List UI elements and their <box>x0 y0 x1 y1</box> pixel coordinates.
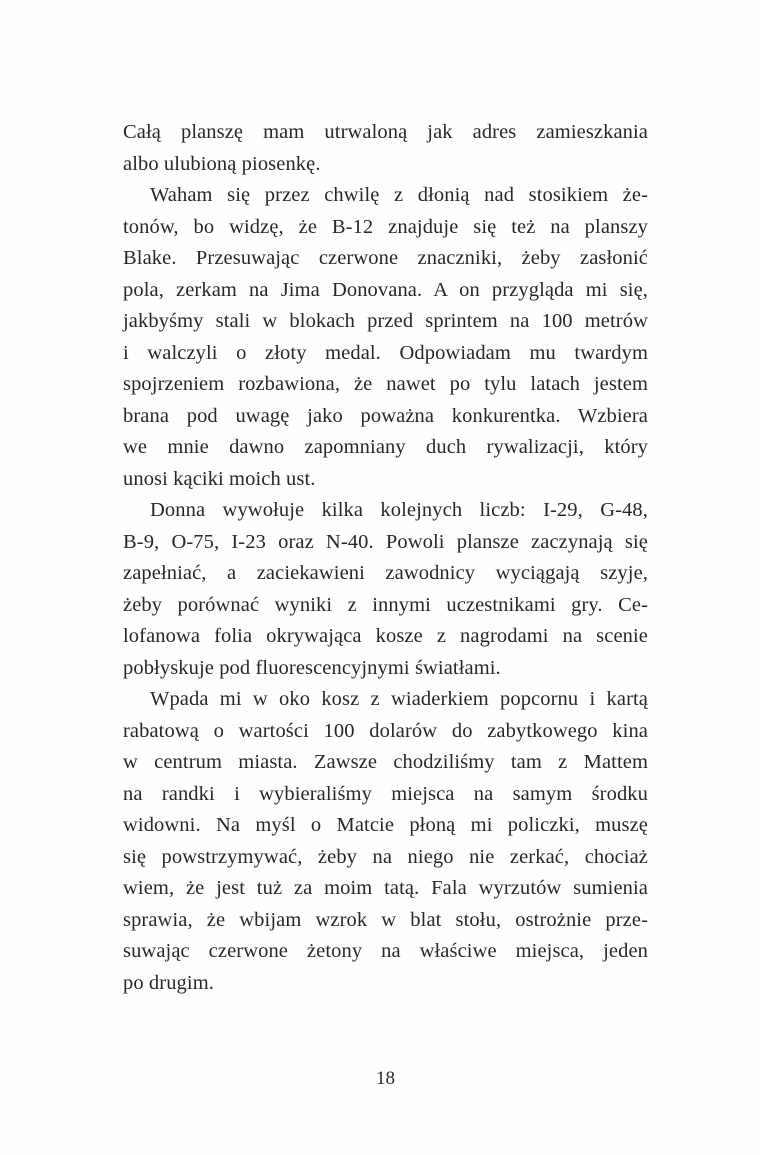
text-line: Donna wywołuje kilka kolejnych liczb: I-29, G-48, <box>150 499 648 521</box>
text-line: pola, zerkam na Jima Donovana. A on przygląda mi się, <box>123 278 648 301</box>
text-line: albo ulubioną piosenkę. <box>123 152 321 175</box>
text-line: żeby porównać wyniki z innymi uczestnikami gry. Ce- <box>123 593 648 616</box>
paragraph <box>123 684 648 999</box>
text-line: unosi kąciki moich ust. <box>123 467 316 490</box>
text-line: Blake. Przesuwając czerwone znaczniki, żeby zasłonić <box>123 247 648 269</box>
paragraph <box>123 180 648 495</box>
text-line: Wpada mi w oko kosz z wiaderkiem popcornu i kartą <box>150 688 648 710</box>
text-line: suwając czerwone żetony na właściwe miejsca, jeden <box>123 940 648 962</box>
paragraph <box>123 495 648 684</box>
text-line: we mnie dawno zapomniany duch rywalizacji, który <box>123 436 648 458</box>
text-line: na randki i wybieraliśmy miejsca na samym środku <box>123 782 648 805</box>
text-line: się powstrzymywać, żeby na niego nie zerkać, chociaż <box>123 845 648 868</box>
page-number: 18 <box>376 1068 395 1089</box>
text-line: jakbyśmy stali w blokach przed sprintem na 100 metrów <box>123 310 648 332</box>
paragraph <box>123 117 648 180</box>
page-text <box>123 117 648 999</box>
text-line: lofanowa folia okrywająca kosze z nagrodami na scenie <box>123 625 648 647</box>
text-line: spojrzeniem rozbawiona, że nawet po tylu latach jestem <box>123 373 648 395</box>
text-line: wiem, że jest tuż za moim tatą. Fala wyrzutów sumienia <box>123 877 648 899</box>
text-line: sprawia, że wbijam wzrok w blat stołu, ostrożnie prze- <box>123 908 648 931</box>
text-line: B-9, O-75, I-23 oraz N-40. Powoli plansze zaczynają się <box>123 530 648 553</box>
text-line: po drugim. <box>123 971 214 994</box>
text-line: w centrum miasta. Zawsze chodziliśmy tam z Mattem <box>123 751 648 773</box>
text-line: rabatową o wartości 100 dolarów do zabytkowego kina <box>123 719 648 742</box>
text-line: widowni. Na myśl o Matcie płoną mi policzki, muszę <box>123 814 648 836</box>
text-line: Waham się przez chwilę z dłonią nad stosikiem że- <box>150 184 648 206</box>
text-line: tonów, bo widzę, że B-12 znajduje się też na planszy <box>123 215 648 238</box>
text-line: brana pod uwagę jako poważna konkurentka. Wzbiera <box>123 404 648 427</box>
text-line: i walczyli o złoty medal. Odpowiadam mu twardym <box>123 341 648 364</box>
text-line: zapełniać, a zaciekawieni zawodnicy wyciągają szyje, <box>123 562 648 584</box>
text-line: Całą planszę mam utrwaloną jak adres zamieszkania <box>123 121 648 143</box>
text-line: pobłyskuje pod fluorescencyjnymi światłami. <box>123 656 501 679</box>
